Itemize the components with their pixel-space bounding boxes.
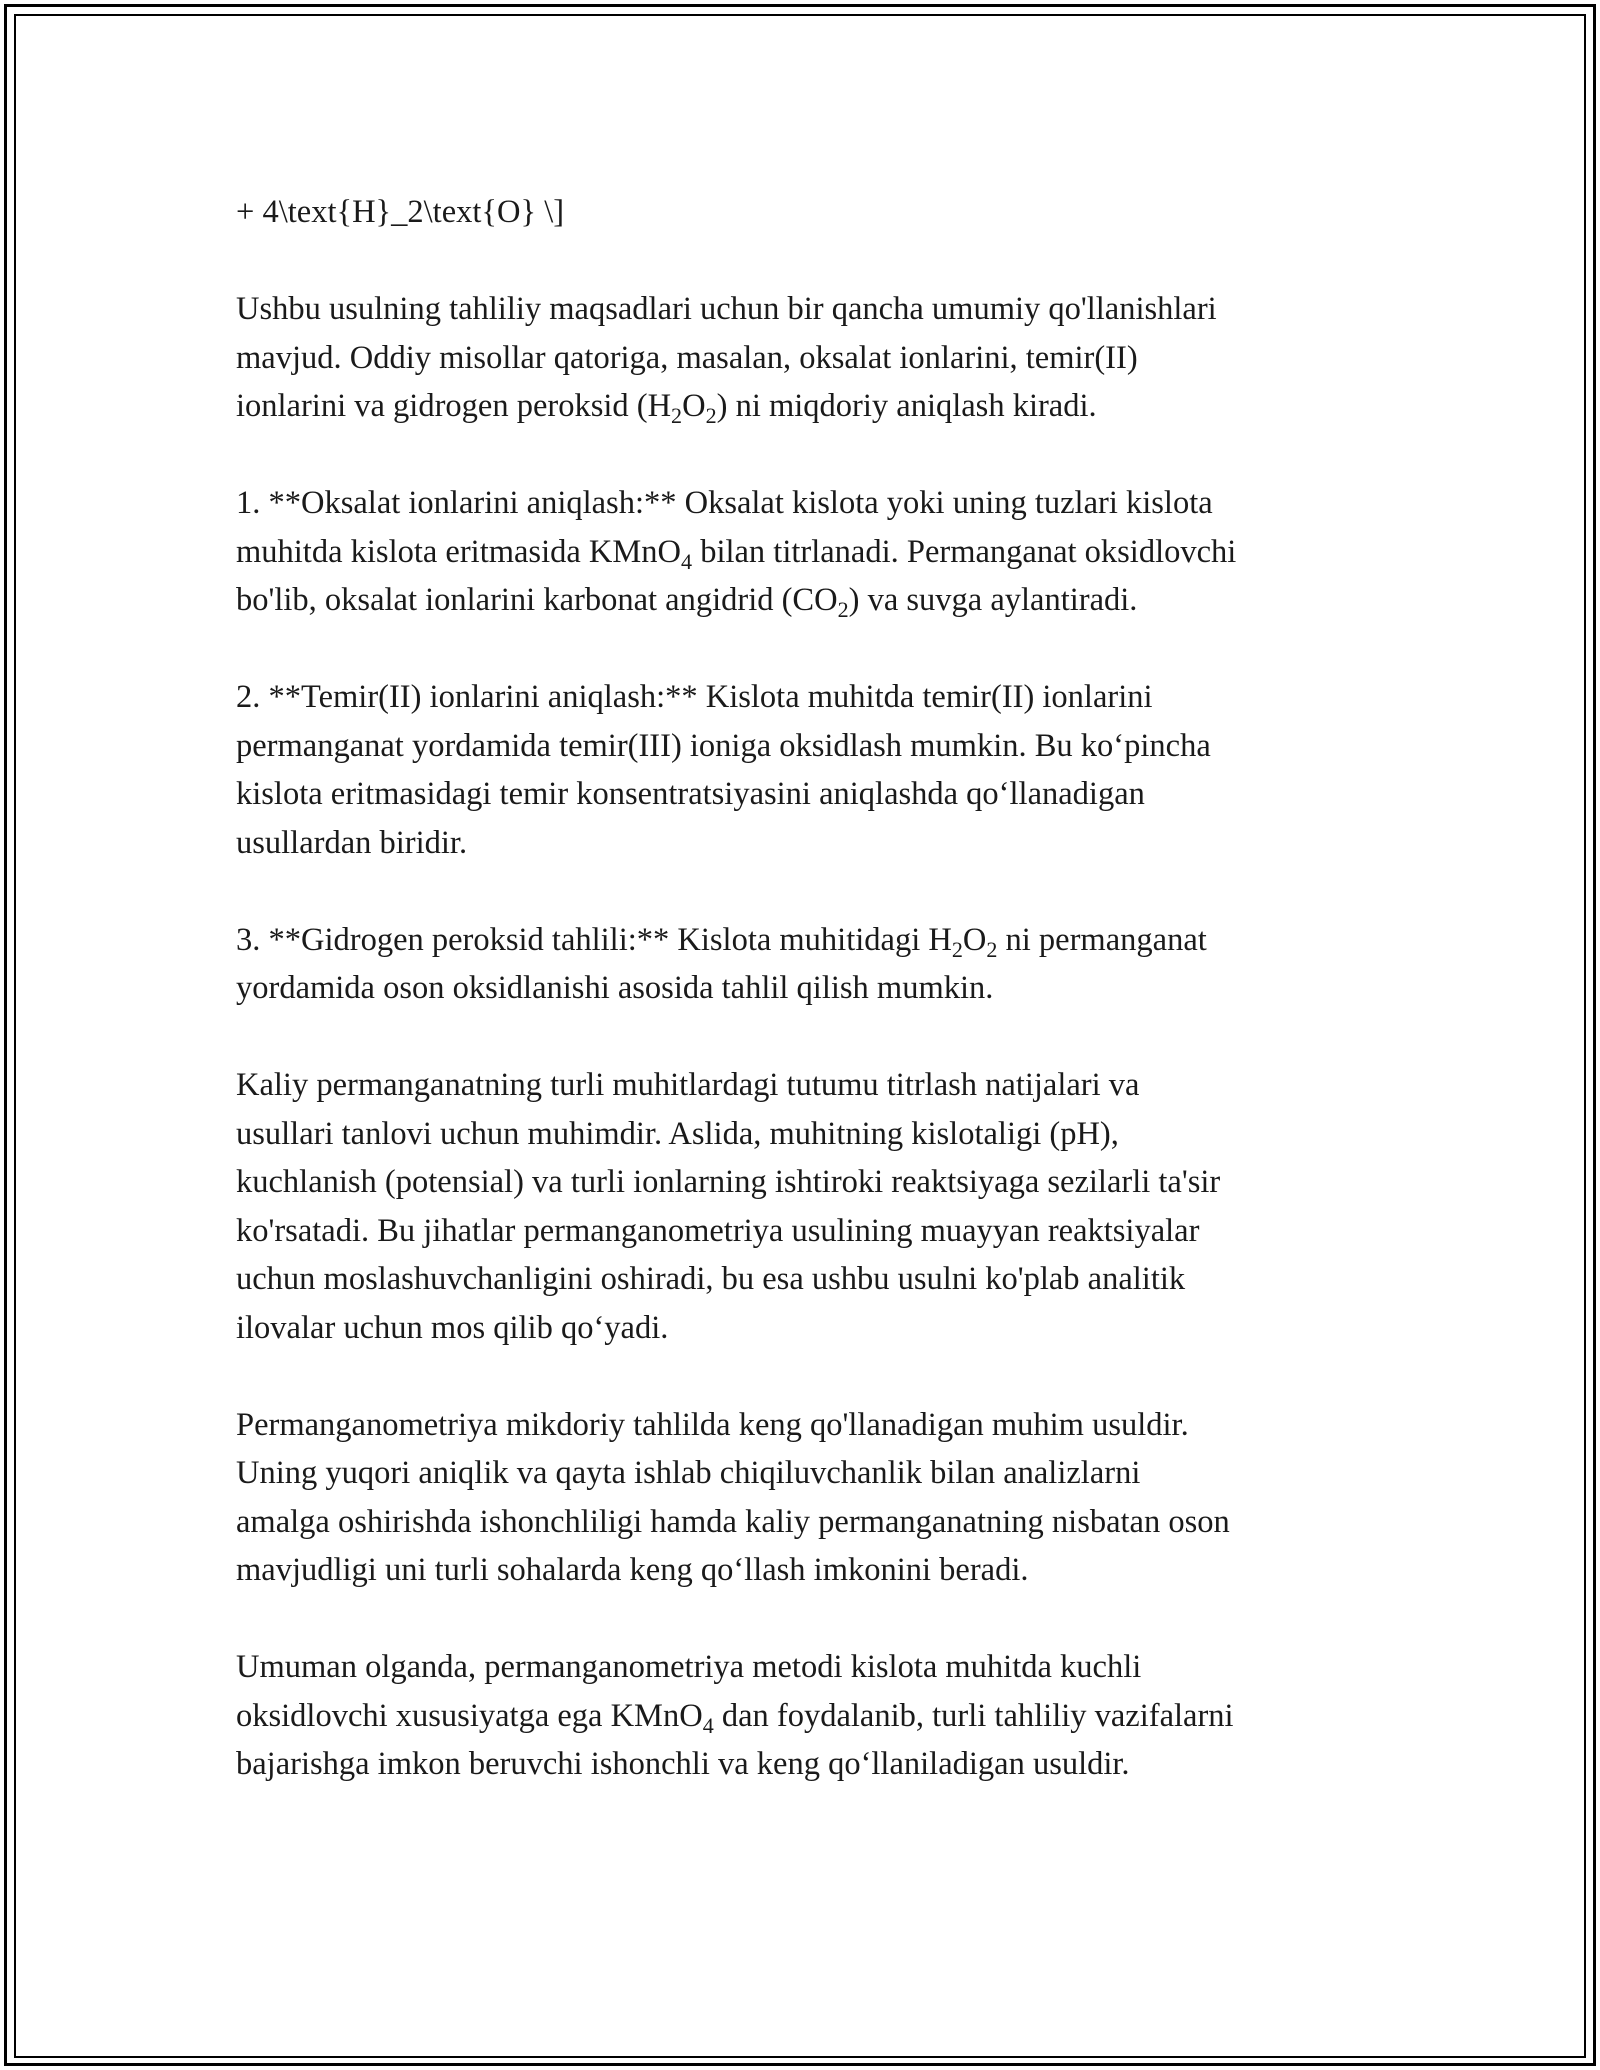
text-run: bilan titrlanadi. Permanganat oksidlovchi: [692, 533, 1237, 570]
text-run: usullardan biridir.: [236, 824, 468, 861]
text-line: [236, 1110, 1376, 1159]
text-line: [236, 916, 1376, 965]
paragraph: [236, 1401, 1376, 1595]
paragraph: [236, 479, 1376, 625]
text-line: [236, 1255, 1376, 1304]
text-line: [236, 479, 1376, 528]
text-line: [236, 528, 1376, 577]
text-line: [236, 382, 1376, 431]
subscript: 2: [671, 403, 683, 429]
text-run: bajarishga imkon beruvchi ishonchli va keng qo‘llaniladigan usuldir.: [236, 1746, 1130, 1782]
subscript: 4: [681, 548, 693, 574]
text-run: oksidlovchi xususiyatga ega KMnO: [236, 1697, 703, 1734]
paragraph: [236, 673, 1376, 867]
text-run: Permanganometriya mikdoriy tahlilda keng qo'llanadigan muhim usuldir.: [236, 1406, 1189, 1443]
subscript: 2: [986, 936, 998, 962]
text-run: yordamida oson oksidlanishi asosida tahlil qilish mumkin.: [236, 970, 994, 1006]
text-run: uchun moslashuvchanligini oshiradi, bu esa ushbu usulni ko'plab analitik: [236, 1261, 1186, 1297]
text-line: [236, 1401, 1376, 1450]
subscript: 4: [702, 1712, 714, 1738]
text-line: [236, 1498, 1376, 1547]
text-run: Kaliy permanganatning turli muhitlardagi tutumu titrlash natijalari va: [236, 1067, 1140, 1103]
paragraph: [236, 285, 1376, 431]
text-run: mavjud. Oddiy misollar qatoriga, masalan, oksalat ionlarini, temir(II): [236, 339, 1138, 376]
text-line: [236, 770, 1376, 819]
text-run: 3. **Gidrogen peroksid tahlili:** Kislota muhitidagi H: [236, 921, 952, 958]
text-run: Umuman olganda, permanganometriya metodi kislota muhitda kuchli: [236, 1649, 1142, 1685]
text-run: bo'lib, oksalat ionlarini karbonat angidrid (CO: [236, 582, 838, 618]
text-line: [236, 1546, 1376, 1595]
subscript: 2: [837, 597, 849, 623]
text-run: kuchlanish (potensial) va turli ionlarning ishtiroki reaktsiyaga sezilarli ta'sir: [236, 1164, 1221, 1200]
text-run: Ushbu usulning tahliliy maqsadlari uchun bir qancha umumiy qo'llanishlari: [236, 291, 1217, 327]
text-run: ko'rsatadi. Bu jihatlar permanganometriya usulining muayyan reaktsiyalar: [236, 1212, 1200, 1249]
text-run: usullari tanlovi uchun muhimdir. Aslida, muhitning kislotaligi (pH),: [236, 1115, 1119, 1152]
subscript: 2: [705, 403, 717, 429]
text-line: [236, 1643, 1376, 1692]
text-line: [236, 819, 1376, 868]
paragraph: [236, 1061, 1376, 1352]
text-line: [236, 964, 1376, 1013]
text-run: O: [962, 921, 987, 958]
text-line: [236, 1061, 1376, 1110]
text-line: [236, 188, 1376, 237]
text-run: ) va suvga aylantiradi.: [848, 582, 1138, 618]
paragraph: [236, 188, 1376, 237]
text-run: O: [682, 388, 706, 424]
text-run: permanganat yordamida temir(III) ioniga oksidlash mumkin. Bu ko‘pincha: [236, 727, 1211, 764]
text-run: muhitda kislota eritmasida KMnO: [236, 533, 682, 570]
text-line: [236, 1207, 1376, 1256]
paragraph: [236, 916, 1376, 1013]
text-run: amalga oshirishda ishonchliligi hamda kaliy permanganatning nisbatan oson: [236, 1503, 1230, 1540]
text-line: [236, 285, 1376, 334]
text-line: [236, 673, 1376, 722]
text-run: ) ni miqdoriy aniqlash kiradi.: [716, 388, 1097, 424]
text-line: [236, 334, 1376, 383]
text-line: [236, 576, 1376, 625]
text-run: mavjudligi uni turli sohalarda keng qo‘llash imkonini beradi.: [236, 1552, 1029, 1588]
text-line: [236, 1304, 1376, 1353]
text-run: 1. **Oksalat ionlarini aniqlash:** Oksalat kislota yoki uning tuzlari kislota: [236, 485, 1213, 521]
text-run: ni permanganat: [997, 921, 1207, 958]
subscript: 2: [951, 936, 963, 962]
text-run: ilovalar uchun mos qilib qo‘yadi.: [236, 1309, 669, 1346]
text-run: 2. **Temir(II) ionlarini aniqlash:** Kislota muhitda temir(II) ionlarini: [236, 679, 1153, 715]
document-body: [236, 188, 1376, 1789]
text-run: ionlarini va gidrogen peroksid (H: [236, 388, 672, 424]
text-run: kislota eritmasidagi temir konsentratsiyasini aniqlashda qo‘llanadigan: [236, 776, 1145, 812]
text-run: dan foydalanib, turli tahliliy vazifalarni: [713, 1697, 1234, 1734]
text-run: Uning yuqori aniqlik va qayta ishlab chiqiluvchanlik bilan analizlarni: [236, 1455, 1141, 1491]
text-run: + 4\text{H}_2\text{O} \]: [236, 194, 565, 230]
text-line: [236, 1158, 1376, 1207]
text-line: [236, 722, 1376, 771]
text-line: [236, 1449, 1376, 1498]
text-line: [236, 1740, 1376, 1789]
paragraph: [236, 1643, 1376, 1789]
text-line: [236, 1692, 1376, 1741]
